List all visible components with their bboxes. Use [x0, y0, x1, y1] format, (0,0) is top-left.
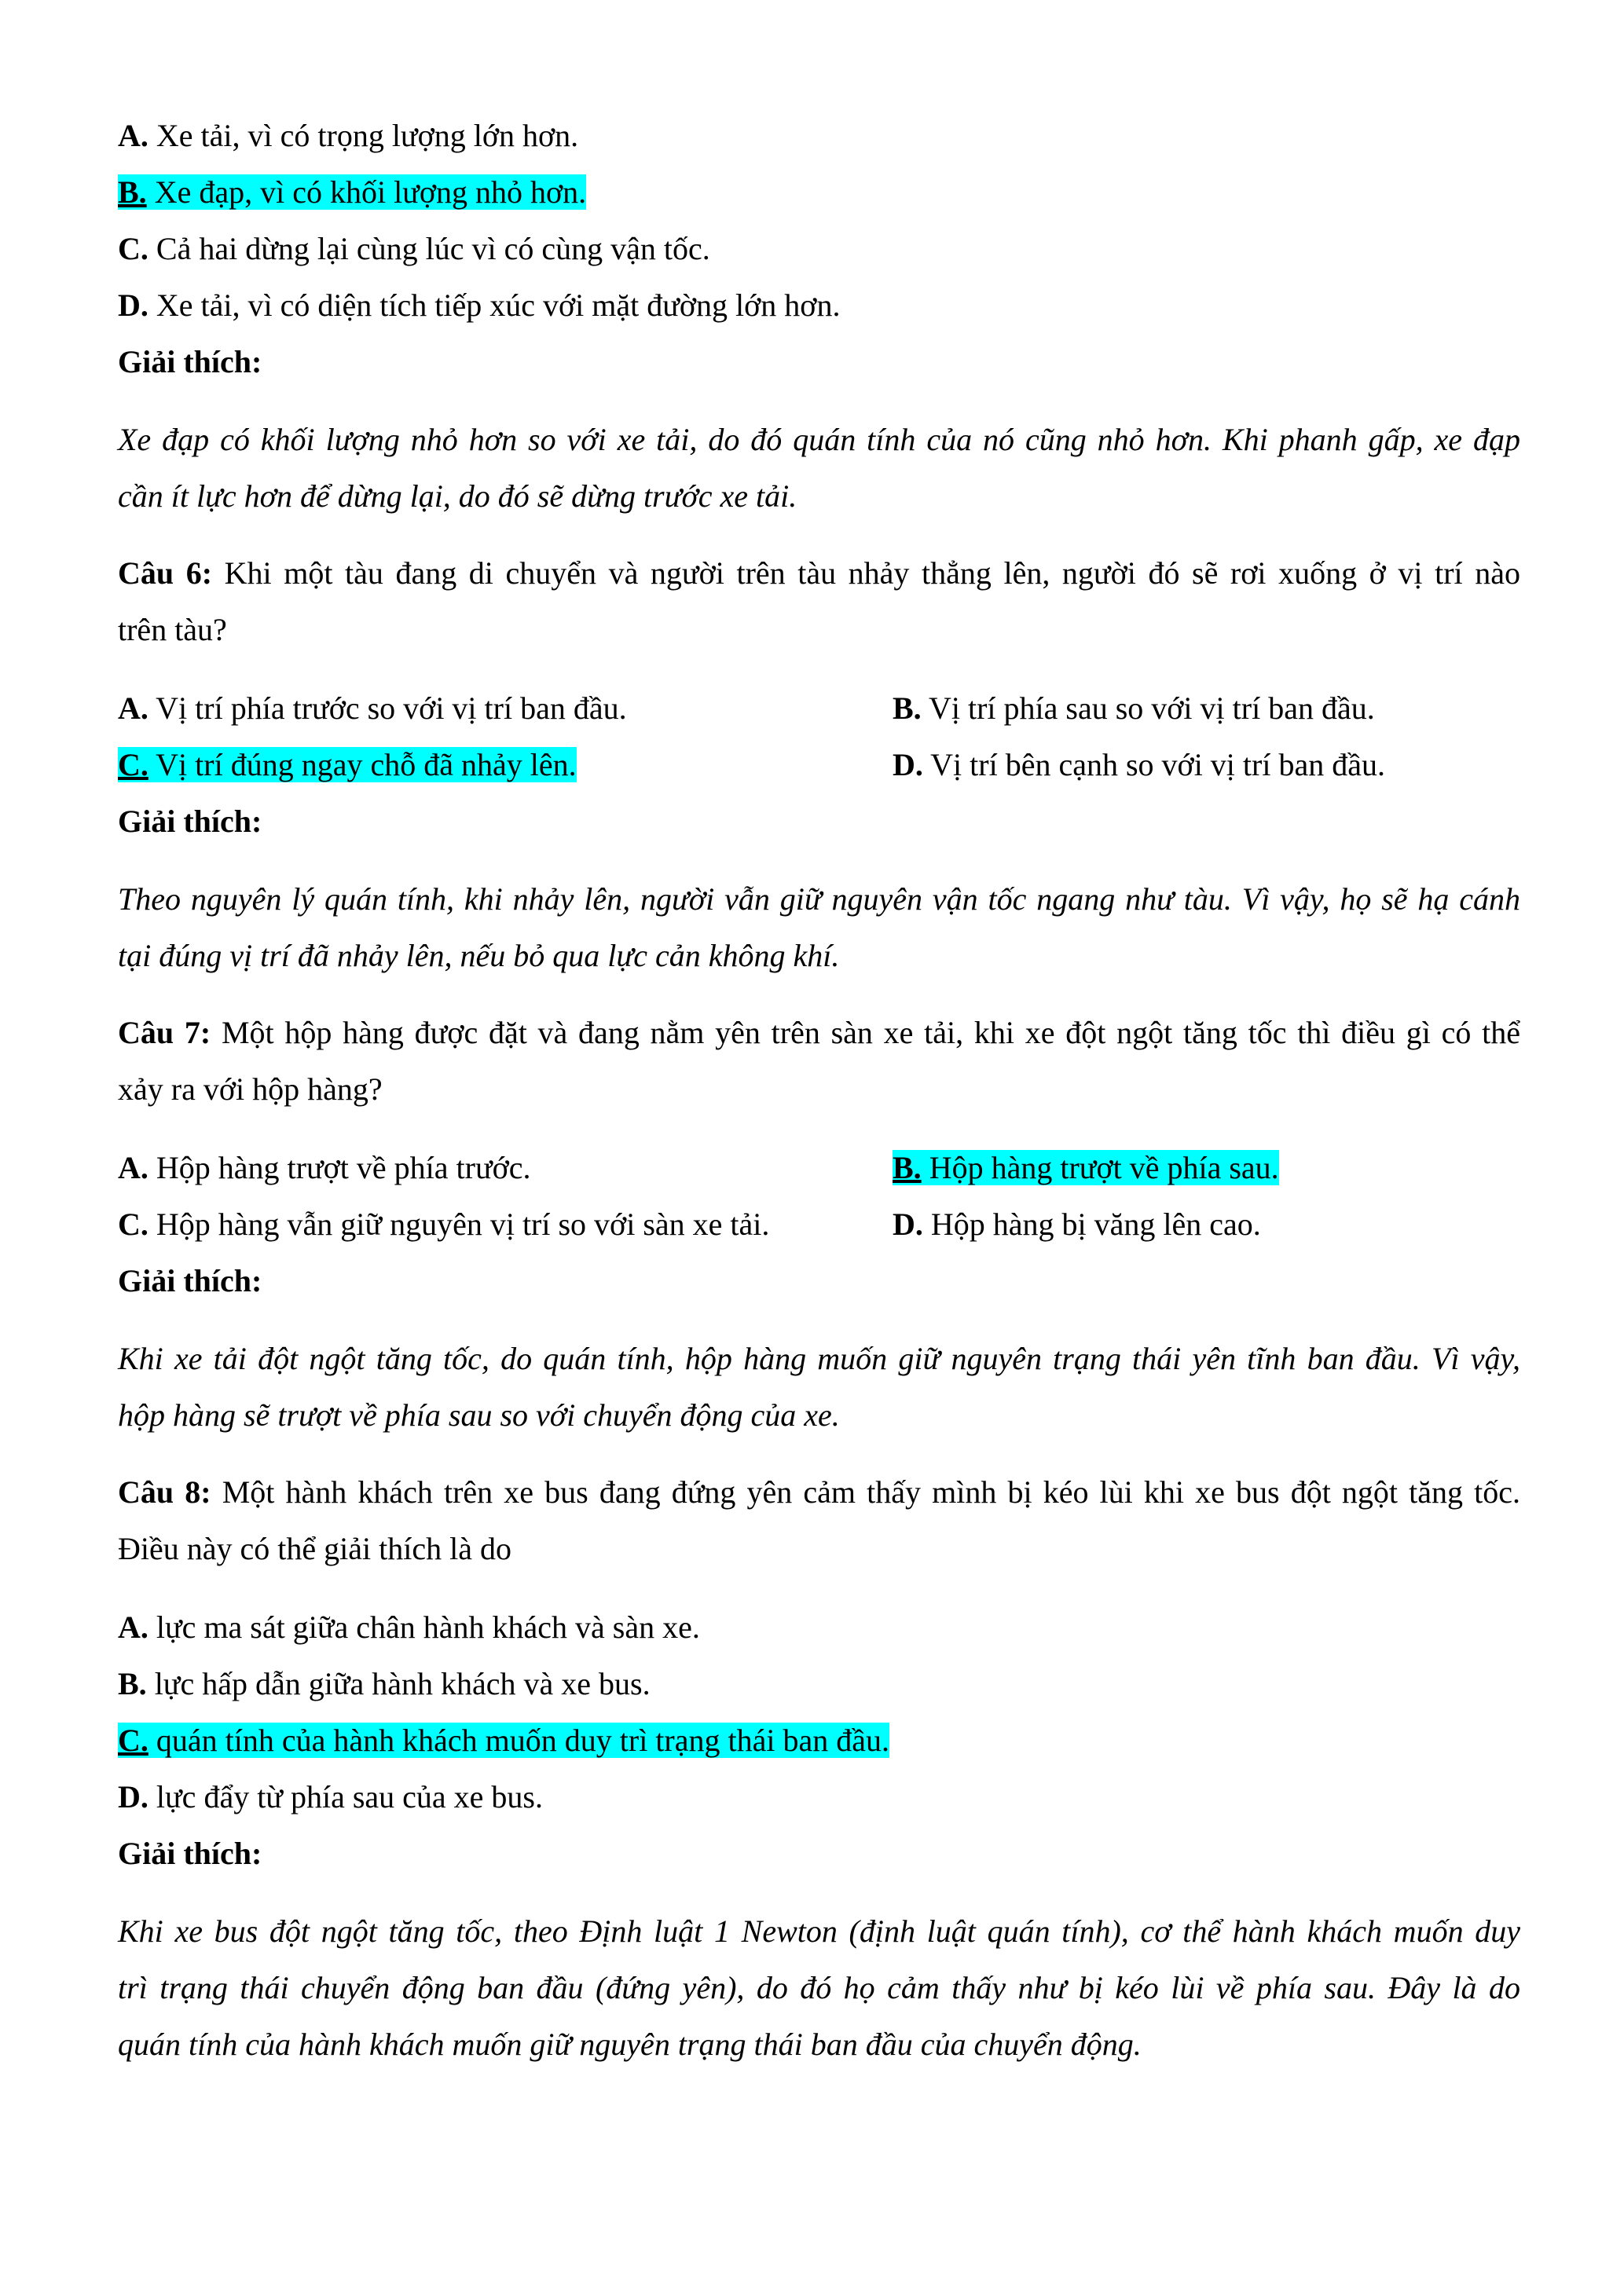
option-text: Hộp hàng trượt về phía sau.	[921, 1150, 1279, 1185]
q8-option-c	[118, 1721, 889, 1760]
q6-explanation-line-2: tại đúng vị trí đã nhảy lên, nếu bỏ qua lực cản không khí.	[118, 938, 840, 973]
q6-question-line-2: trên tàu?	[118, 612, 227, 647]
option-text: Hộp hàng bị văng lên cao.	[922, 1207, 1261, 1242]
question-number: Câu 8:	[118, 1474, 211, 1510]
option-label: D.	[893, 747, 923, 782]
q7-explanation-line-1: Khi xe tải đột ngột tăng tốc, do quán tính, hộp hàng muốn giữ nguyên trạng thái yên tĩnh ban đầu. Vì vậy,	[118, 1341, 1520, 1376]
q6-option-d	[893, 745, 1385, 785]
option-text: Vị trí bên cạnh so với vị trí ban đầu.	[922, 747, 1385, 782]
option-text: Hộp hàng trượt về phía trước.	[148, 1150, 531, 1185]
option-text: Vị trí phía sau so với vị trí ban đầu.	[921, 690, 1375, 726]
q7-question-line-2: xảy ra với hộp hàng?	[118, 1071, 383, 1107]
q7-option-b	[893, 1148, 1279, 1188]
q6-explanation-line-1: Theo nguyên lý quán tính, khi nhảy lên, người vẫn giữ nguyên vận tốc ngang như tàu. Vì vậy, họ sẽ hạ cánh	[118, 881, 1520, 917]
option-text: Xe đạp, vì có khối lượng nhỏ hơn.	[146, 174, 587, 210]
q6-question-line-1	[118, 554, 1520, 593]
q8-explanation-line-1: Khi xe bus đột ngột tăng tốc, theo Định luật 1 Newton (định luật quán tính), cơ thể hành khách muốn duy	[118, 1913, 1520, 1949]
q8-option-a	[118, 1608, 700, 1647]
q8-option-d	[118, 1778, 543, 1817]
option-label: C.	[118, 1207, 148, 1242]
q7-explanation-line-2: hộp hàng sẽ trượt về phía sau so với chuyển động của xe.	[118, 1397, 840, 1433]
option-text: Cả hai dừng lại cùng lúc vì có cùng vận tốc.	[148, 231, 710, 266]
q5-explanation-line-2: cần ít lực hơn để dừng lại, do đó sẽ dừng trước xe tải.	[118, 478, 797, 514]
q5-explanation-line-1: Xe đạp có khối lượng nhỏ hơn so với xe tải, do đó quán tính của nó cũng nhỏ hơn. Khi phanh gấp, xe đạp	[118, 422, 1520, 457]
q5-option-b	[118, 173, 586, 212]
option-text: lực đẩy từ phía sau của xe bus.	[148, 1779, 543, 1814]
question-text: Khi một tàu đang di chuyển và người trên tàu nhảy thẳng lên, người đó sẽ rơi xuống ở vị trí nào	[212, 555, 1520, 591]
option-label: A.	[118, 118, 148, 153]
option-text: Xe tải, vì có trọng lượng lớn hơn.	[148, 118, 579, 153]
option-label: C.	[118, 747, 148, 782]
option-text: quán tính của hành khách muốn duy trì trạng thái ban đầu.	[148, 1723, 889, 1758]
option-label: B.	[893, 1150, 922, 1185]
q6-option-c	[118, 745, 577, 785]
option-label: C.	[118, 231, 148, 266]
q5-option-c	[118, 229, 710, 269]
question-text: Một hành khách trên xe bus đang đứng yên cảm thấy mình bị kéo lùi khi xe bus đột ngột tăng tốc.	[211, 1474, 1521, 1510]
option-label: B.	[118, 1666, 147, 1701]
q7-option-c	[118, 1205, 769, 1244]
q6-option-b	[893, 689, 1375, 728]
option-text: lực hấp dẫn giữa hành khách và xe bus.	[146, 1666, 651, 1701]
option-label: D.	[118, 287, 148, 323]
option-label: A.	[118, 1609, 148, 1645]
q5-option-d	[118, 286, 840, 325]
q8-explain-heading: Giải thích:	[118, 1836, 262, 1871]
q6-explain-heading: Giải thích:	[118, 804, 262, 839]
option-label: A.	[118, 1150, 148, 1185]
q8-question-line-1	[118, 1473, 1520, 1512]
q7-question-line-1	[118, 1013, 1520, 1053]
q7-option-d	[893, 1205, 1261, 1244]
q6-option-a	[118, 689, 627, 728]
q5-option-a	[118, 116, 578, 156]
option-label: D.	[893, 1207, 923, 1242]
option-label: B.	[893, 690, 922, 726]
q8-question-line-2: Điều này có thể giải thích là do	[118, 1531, 511, 1566]
option-text: Vị trí phía trước so với vị trí ban đầu.	[148, 690, 627, 726]
option-text: Hộp hàng vẫn giữ nguyên vị trí so với sàn xe tải.	[148, 1207, 770, 1242]
q8-explanation-line-2: trì trạng thái chuyển động ban đầu (đứng yên), do đó họ cảm thấy như bị kéo lùi về phía sau. Đây là do	[118, 1970, 1520, 2005]
option-label: B.	[118, 174, 147, 210]
q7-option-a	[118, 1148, 531, 1188]
q8-option-b	[118, 1664, 651, 1704]
q7-explain-heading: Giải thích:	[118, 1263, 262, 1298]
option-label: A.	[118, 690, 148, 726]
question-number: Câu 6:	[118, 555, 213, 591]
question-number: Câu 7:	[118, 1015, 211, 1050]
option-text: Xe tải, vì có diện tích tiếp xúc với mặt đường lớn hơn.	[148, 287, 841, 323]
question-text: Một hộp hàng được đặt và đang nằm yên trên sàn xe tải, khi xe đột ngột tăng tốc thì điều gì có thể	[211, 1015, 1520, 1050]
option-text: Vị trí đúng ngay chỗ đã nhảy lên.	[148, 747, 577, 782]
option-label: C.	[118, 1723, 148, 1758]
q8-explanation-line-3: quán tính của hành khách muốn giữ nguyên trạng thái ban đầu của chuyển động.	[118, 2027, 1142, 2062]
option-text: lực ma sát giữa chân hành khách và sàn xe.	[148, 1609, 700, 1645]
q5-explain-heading: Giải thích:	[118, 344, 262, 379]
option-label: D.	[118, 1779, 148, 1814]
